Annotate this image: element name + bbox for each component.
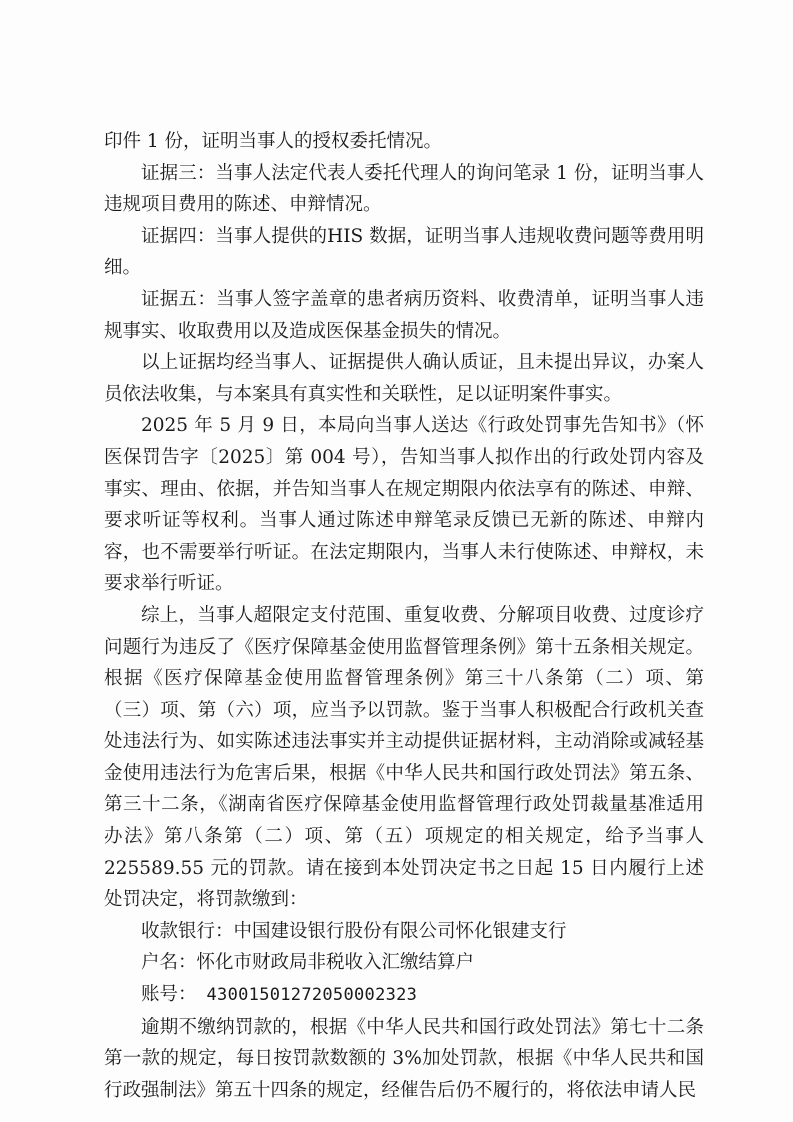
paragraph-evidence-3: 证据三：当事人法定代表人委托代理人的询问笔录 1 份，证明当事人违规项目费用的陈述、申辩情况。 [104,162,704,216]
payment-account-value: 43001501272050002323 [206,985,418,1006]
payment-holder-label: 户名： [141,952,197,974]
payment-bank-line [104,916,704,948]
payment-account-label: 账号： [141,984,197,1006]
paragraph-evidence-summary: 以上证据均经当事人、证据提供人确认质证，且未提出异议，办案人员依法收集，与本案具有真实性和关联性，足以证明案件事实。 [104,352,704,405]
payment-holder-line [104,947,704,979]
payment-holder-value: 怀化市财政局非税收入汇缴结算户 [196,952,475,974]
paragraph-evidence-tail: 印件 1 份，证明当事人的授权委托情况。 [104,131,443,152]
payment-account-line [104,979,704,1012]
paragraph-overdue: 逾期不缴纳罚款的，根据《中华人民共和国行政处罚法》第七十二条第一款的规定，每日按罚款数额的 3%加处罚款，根据《中华人民共和国行政强制法》第五十四条的规定，经催告后仍不履行的，将依法申请人民 [104,1016,704,1101]
paragraph-decision: 综上，当事人超限定支付范围、重复收费、分解项目收费、过度诊疗问题行为违反了《医疗保障基金使用监督管理条例》第十五条相关规定。根据《医疗保障基金使用监督管理条例》第三十八条第（二）项、第（三）项、第（六）项，应当予以罚款。鉴于当事人积极配合行政机关查处违法行为、如实陈述违法事实并主动提供证据材料，主动消除或减轻基金使用违法行为危害后果，根据《中华人民共和国行政处罚法》第五条、第三十二条，《湖南省医疗保障基金使用监督管理行政处罚裁量基准适用办法》第八条第（二）项、第（五）项规定的相关规定，给予当事人 225589.55 元的罚款。请在接到本处罚决定书之日起 15 日内履行上述处罚决定，将罚款缴到： [104,604,704,911]
document-body [104,126,704,1106]
paragraph-evidence-5: 证据五：当事人签字盖章的患者病历资料、收费清单，证明当事人违规事实、收取费用以及造成医保基金损失的情况。 [104,288,704,342]
paragraph-notice: 2025 年 5 月 9 日，本局向当事人送达《行政处罚事先告知书》（怀医保罚告字〔2025〕第 004 号），告知当事人拟作出的行政处罚内容及事实、理由、依据，并告知当事人在规定期限内依法享有的陈述、申辩、要求听证等权利。当事人通过陈述申辩笔录反馈已无新的陈述、申辩内容，也不需要举行听证。在法定期限内，当事人未行使陈述、申辩权，未要求举行听证。 [104,415,704,595]
payment-bank-label: 收款银行： [141,920,234,942]
paragraph-evidence-4: 证据四：当事人提供的HIS 数据，证明当事人违规收费问题等费用明细。 [104,225,704,279]
payment-bank-value: 中国建设银行股份有限公司怀化银建支行 [233,920,567,942]
